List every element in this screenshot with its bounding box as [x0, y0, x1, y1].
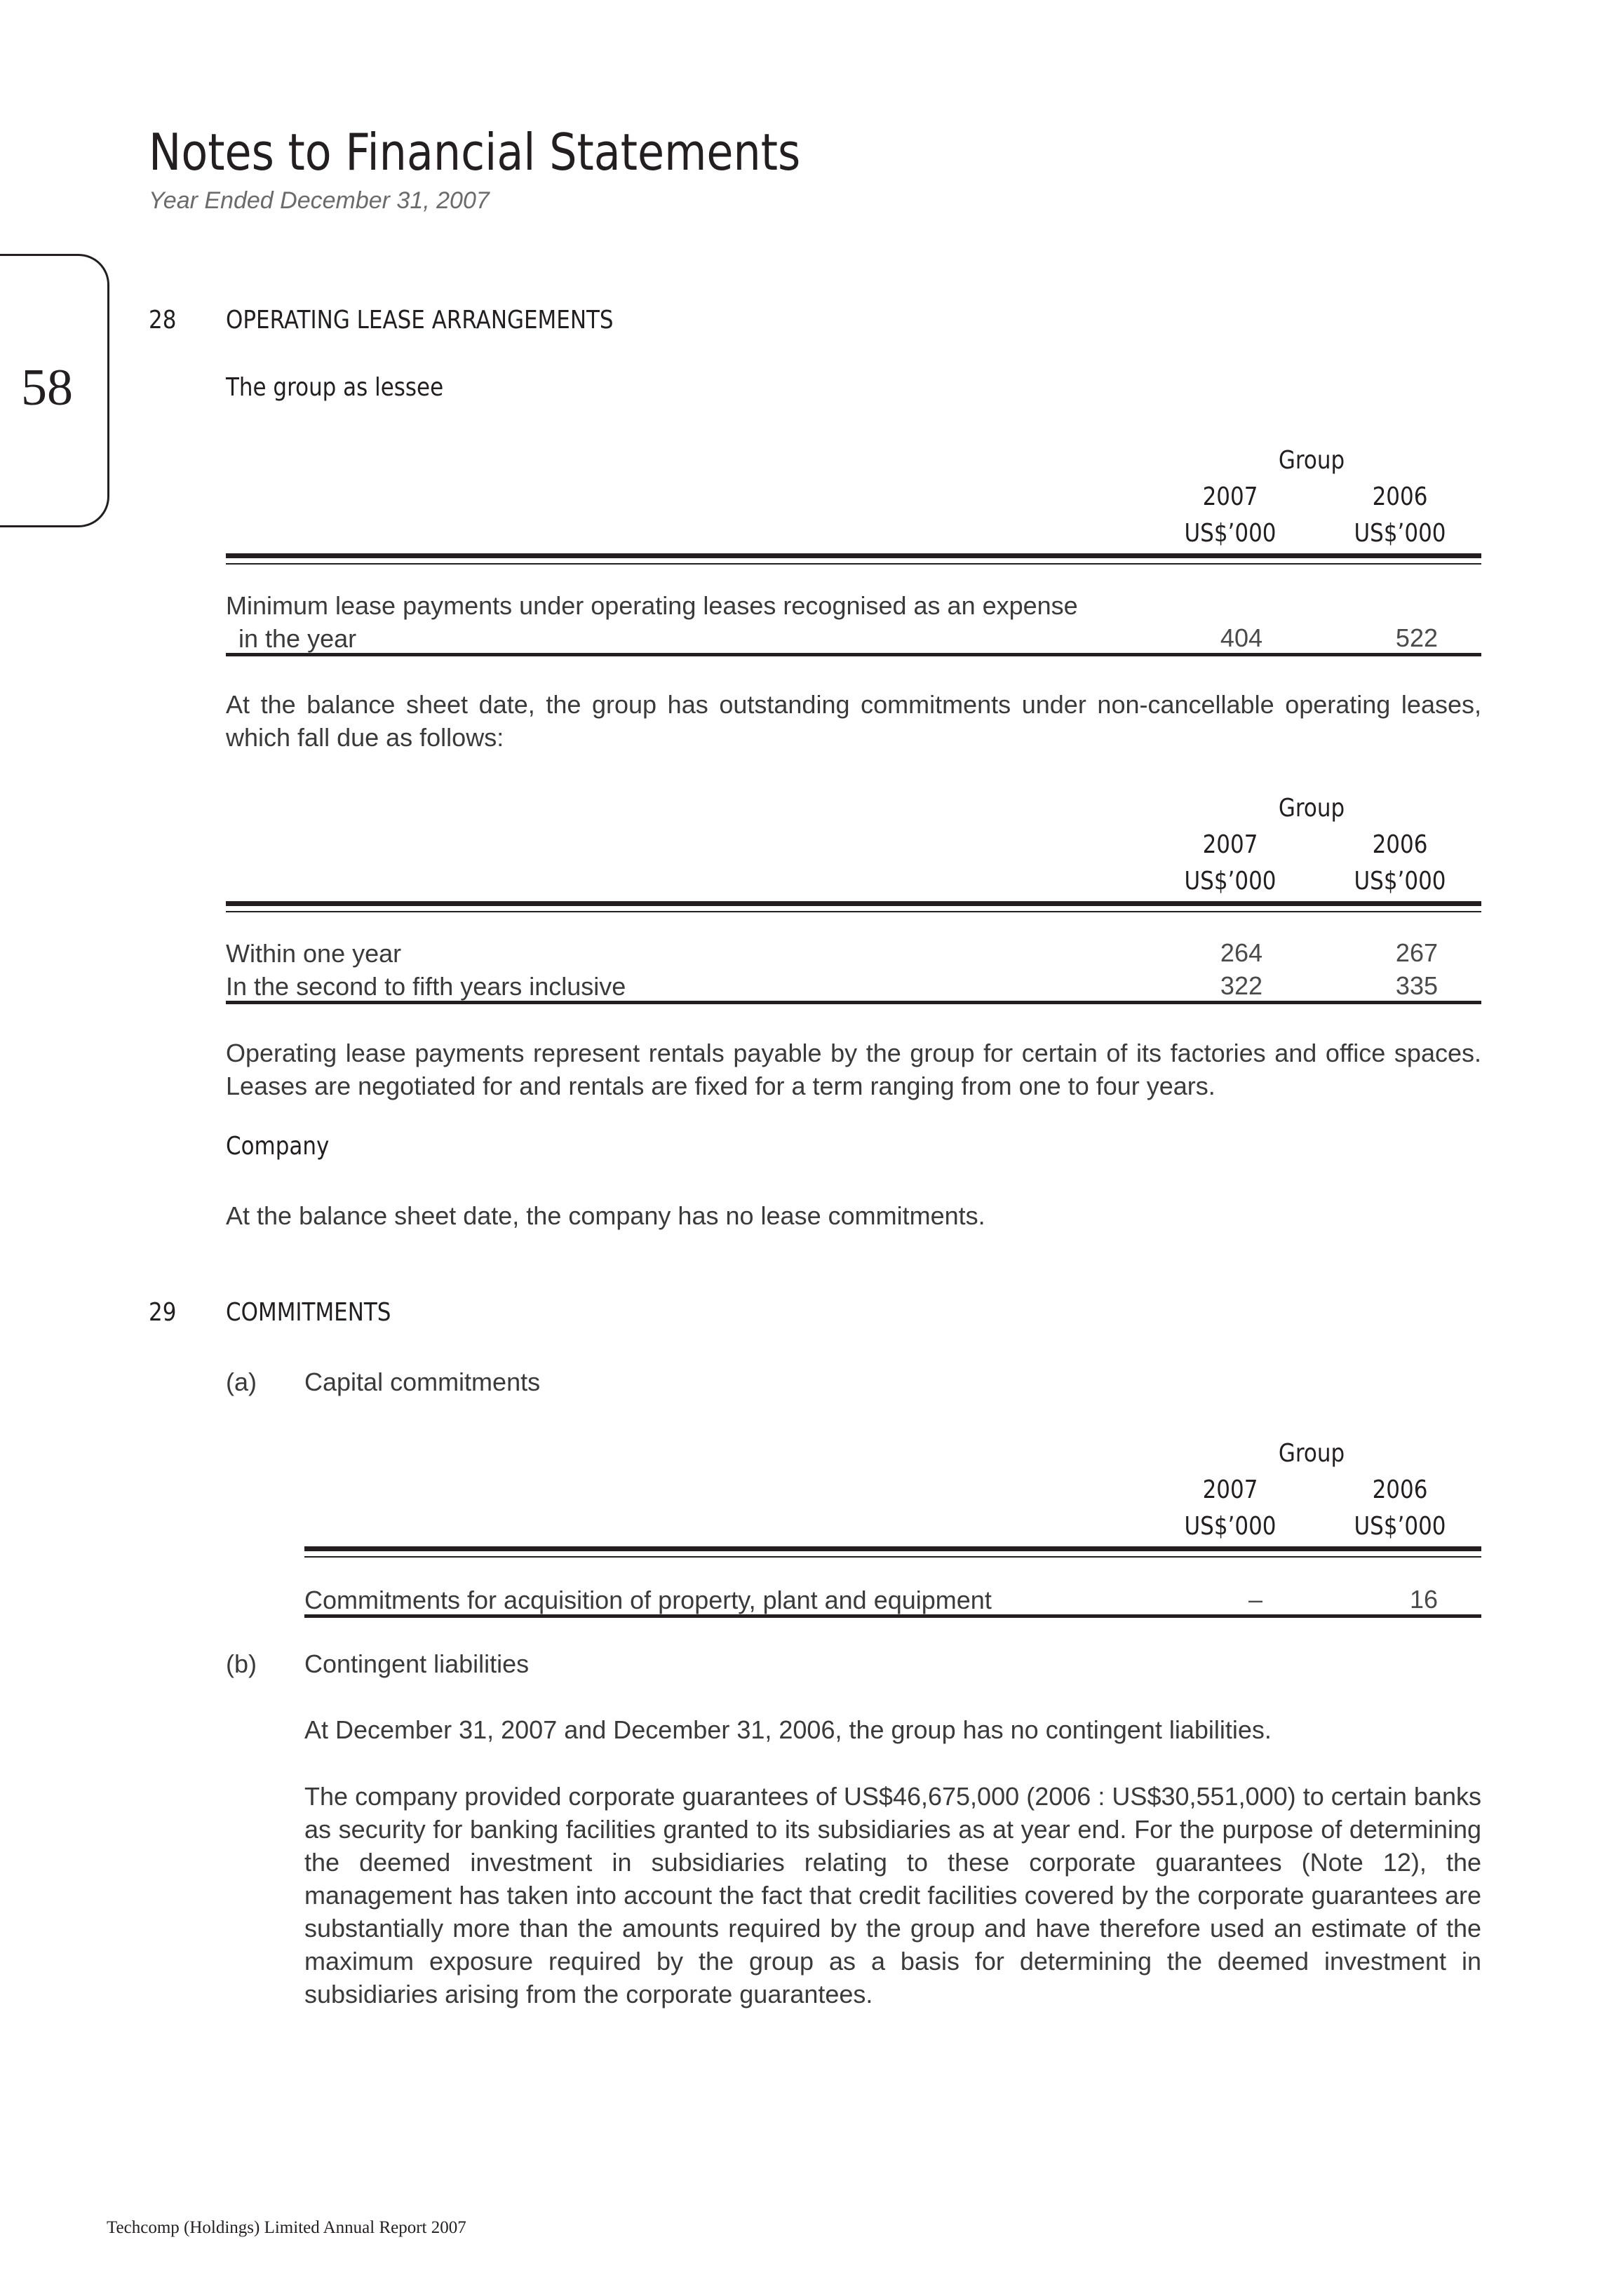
paragraph: The company provided corporate guarantees of US$46,675,000 (2006 : US$30,551,000) to certain banks as security for banking facilities granted to its subsidiaries as at year end. For the purpose of determining the deemed investment in subsidiaries relating to these corporate guarantees (Note 12), the management has taken into account the fact that credit facilities covered by the corporate guarantees are substantially more than the amounts required by the group and have therefore used an estimate of the maximum exposure required by the group as a basis for determining the deemed investment in subsidiaries arising from the corporate guarantees. [304, 1782, 1481, 2008]
column-year-2007: 2007 [1202, 1475, 1258, 1504]
table-rule [226, 1001, 1481, 1004]
paragraph: Operating lease payments represent rentals payable by the group for certain of its factories and office spaces. Leases are negotiated for and rentals are fixed for a term ranging from one to four years. [226, 1039, 1481, 1100]
column-year-2007: 2007 [1202, 482, 1258, 511]
paragraph: At December 31, 2007 and December 31, 2006, the group has no contingent liabilities. [304, 1715, 1272, 1744]
table-rule [226, 553, 1481, 558]
column-unit-2006: US$’000 [1354, 867, 1446, 896]
value-2007: 322 [1220, 971, 1262, 1000]
column-group-label: Group [1278, 794, 1345, 823]
page-number: 58 [21, 359, 73, 417]
item-heading: Capital commitments [304, 1368, 541, 1396]
column-group-label: Group [1278, 1439, 1345, 1468]
value-2007: 264 [1220, 938, 1262, 967]
table-rule [304, 1546, 1481, 1551]
column-year-2007: 2007 [1202, 830, 1258, 859]
row-label: In the second to fifth years inclusive [226, 972, 626, 1001]
column-unit-2007: US$’000 [1184, 1512, 1277, 1541]
column-group-label: Group [1278, 446, 1345, 475]
page-title: Notes to Financial Statements [149, 123, 801, 182]
value-2006: 16 [1409, 1585, 1438, 1614]
row-label: Within one year [226, 939, 402, 968]
value-2007: – [1248, 1585, 1262, 1614]
subsection-heading: The group as lessee [226, 373, 444, 402]
row-label: Minimum lease payments under operating leases recognised as an expense [226, 591, 1078, 620]
table-rule [226, 563, 1481, 565]
paragraph: At the balance sheet date, the group has outstanding commitments under non-cancellable operating leases, which fall due as follows: [226, 690, 1481, 752]
table-rule [304, 1614, 1481, 1618]
column-unit-2006: US$’000 [1354, 1512, 1446, 1541]
section-heading: COMMITMENTS [226, 1298, 391, 1327]
value-2006: 267 [1395, 938, 1438, 967]
page-subtitle: Year Ended December 31, 2007 [149, 187, 490, 214]
section-number: 29 [149, 1298, 177, 1327]
item-marker: (b) [226, 1649, 257, 1678]
column-year-2006: 2006 [1372, 482, 1428, 511]
value-2006: 522 [1395, 623, 1438, 652]
column-unit-2007: US$’000 [1184, 519, 1277, 548]
column-year-2006: 2006 [1372, 830, 1428, 859]
paragraph: At the balance sheet date, the company has no lease commitments. [226, 1201, 985, 1230]
section-number: 28 [149, 306, 177, 335]
row-label: in the year [238, 624, 357, 653]
table-rule [226, 653, 1481, 656]
footer: Techcomp (Holdings) Limited Annual Report 2007 [107, 2218, 466, 2237]
value-2007: 404 [1220, 623, 1262, 652]
column-unit-2007: US$’000 [1184, 867, 1277, 896]
item-heading: Contingent liabilities [304, 1649, 530, 1678]
value-2006: 335 [1395, 971, 1438, 1000]
row-label: Commitments for acquisition of property, plant and equipment [304, 1586, 992, 1614]
column-unit-2006: US$’000 [1354, 519, 1446, 548]
section-heading: OPERATING LEASE ARRANGEMENTS [226, 306, 614, 335]
subsection-heading: Company [226, 1132, 330, 1161]
column-year-2006: 2006 [1372, 1475, 1428, 1504]
table-rule [226, 911, 1481, 912]
table-rule [226, 901, 1481, 906]
item-marker: (a) [226, 1368, 257, 1396]
table-rule [304, 1556, 1481, 1558]
